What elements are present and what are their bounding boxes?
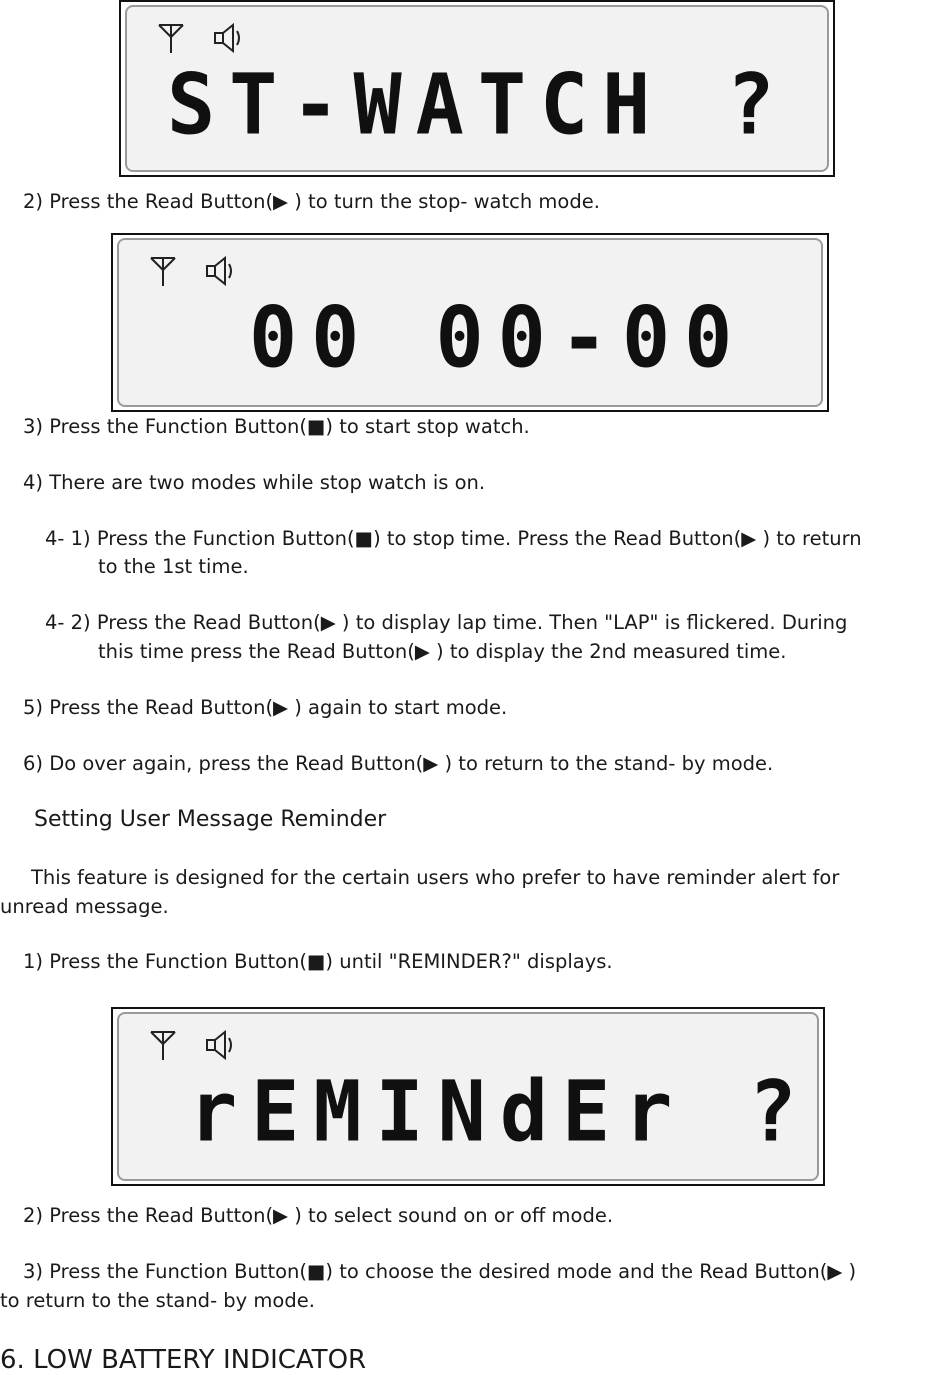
speaker-icon [207, 258, 231, 284]
instruction-line: 2) Press the Read Button(▶ ) to select sound on or off mode. [23, 1204, 614, 1227]
paragraph-line: unread message. [0, 895, 169, 918]
instruction-line: 1) Press the Function Button(■) until "REMINDER?" displays. [23, 950, 613, 973]
lcd-status-icons [157, 21, 257, 55]
instruction-line: to the 1st time. [98, 555, 249, 578]
instruction-line: 2) Press the Read Button(▶ ) to turn the stop- watch mode. [23, 190, 600, 213]
instruction-line: 3) Press the Function Button(■) to start stop watch. [23, 415, 530, 438]
instruction-line: 6) Do over again, press the Read Button(▶ ) to return to the stand- by mode. [23, 752, 774, 775]
lcd-status-icons [149, 1028, 249, 1062]
instruction-line: 3) Press the Function Button(■) to choose the desired mode and the Read Button(▶ ) [23, 1260, 857, 1283]
lcd-status-icons [149, 254, 249, 288]
antenna-icon [151, 1032, 175, 1060]
lcd-text: 00 00-00 [249, 288, 747, 387]
instruction-line: 4- 1) Press the Function Button(■) to stop time. Press the Read Button(▶ ) to return [45, 527, 862, 550]
instruction-line: 5) Press the Read Button(▶ ) again to start mode. [23, 696, 508, 719]
speaker-icon [215, 25, 239, 51]
antenna-icon [159, 25, 183, 53]
lcd-text: ST-WATCH ? [167, 55, 789, 154]
speaker-icon [207, 1032, 231, 1058]
lcd-display-time [111, 233, 829, 412]
section-heading: Setting User Message Reminder [34, 807, 387, 832]
instruction-line: 4- 2) Press the Read Button(▶ ) to display lap time. Then "LAP" is flickered. During [45, 611, 848, 634]
paragraph-line: This feature is designed for the certain users who prefer to have reminder alert for [31, 866, 840, 889]
instruction-line: to return to the stand- by mode. [0, 1289, 315, 1312]
section-heading: 6. LOW BATTERY INDICATOR [0, 1345, 367, 1375]
lcd-display-stopwatch [119, 0, 835, 177]
antenna-icon [151, 258, 175, 286]
instruction-line: 4) There are two modes while stop watch is on. [23, 471, 486, 494]
lcd-text: rEMINdEr ? [189, 1062, 811, 1161]
instruction-line: this time press the Read Button(▶ ) to display the 2nd measured time. [98, 640, 787, 663]
lcd-display-reminder [111, 1007, 825, 1186]
